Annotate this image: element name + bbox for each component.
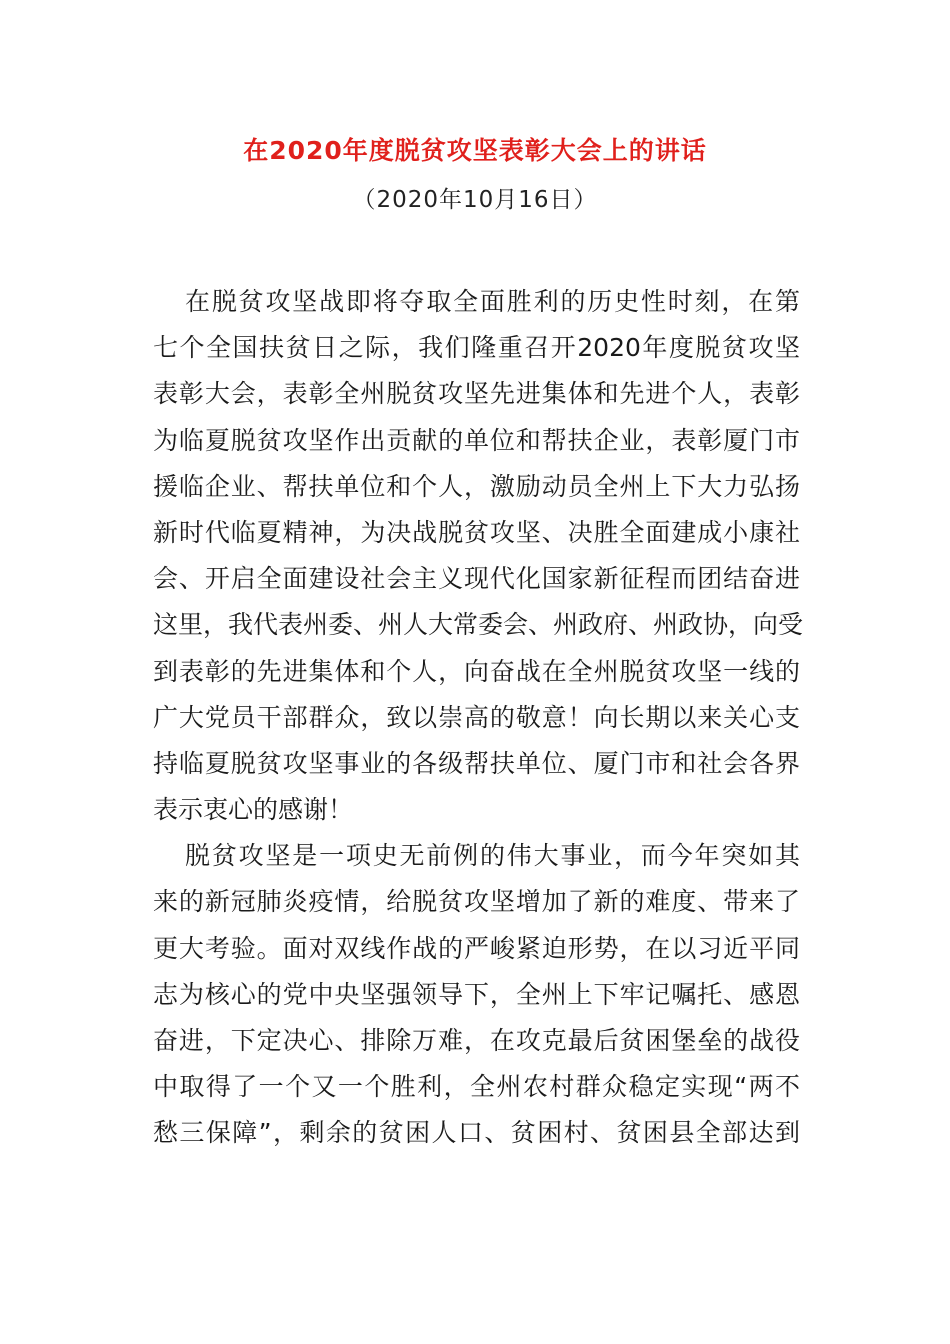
- paragraph-2-line-6: 中取得了一个又一个胜利，全州农村群众稳定实现“两不: [153, 1072, 800, 1102]
- paragraph-1-line-8: 这里，我代表州委、州人大常委会、州政府、州政协，向受: [153, 610, 804, 640]
- paragraph-2-line-5: 奋进，下定决心、排除万难，在攻克最后贫困堡垒的战役: [153, 1026, 800, 1055]
- paragraph-2-line-7: 愁三保障”，剩余的贫困人口、贫困村、贫困县全部达到: [153, 1118, 800, 1148]
- document-date: （2020年10月16日）: [352, 187, 598, 213]
- paragraph-1-line-11: 持临夏脱贫攻坚事业的各级帮扶单位、厦门市和社会各界: [153, 748, 800, 778]
- paragraph-1-line-6: 新时代临夏精神，为决战脱贫攻坚、决胜全面建成小康社: [153, 517, 800, 547]
- paragraph-1-line-2: 七个全国扶贫日之际，我们隆重召开2020年度脱贫攻坚: [153, 333, 800, 363]
- paragraph-2-line-1: 脱贫攻坚是一项史无前例的伟大事业，而今年突如其: [185, 841, 800, 871]
- paragraph-2-line-2: 来的新冠肺炎疫情，给脱贫攻坚增加了新的难度、带来了: [153, 887, 800, 917]
- document-body: [153, 279, 804, 1157]
- paragraph-1-line-9: 到表彰的先进集体和个人，向奋战在全州脱贫攻坚一线的: [153, 656, 800, 686]
- paragraph-1-line-5: 援临企业、帮扶单位和个人，激励动员全州上下大力弘扬: [153, 471, 800, 501]
- paragraph-1-line-3: 表彰大会，表彰全州脱贫攻坚先进集体和先进个人，表彰: [153, 379, 800, 409]
- document-title: 在2020年度脱贫攻坚表彰大会上的讲话: [243, 136, 707, 165]
- paragraph-1-line-10: 广大党员干部群众，致以崇高的敬意！向长期以来关心支: [153, 702, 800, 732]
- paragraph-1-line-7: 会、开启全面建设社会主义现代化国家新征程而团结奋进: [153, 564, 800, 594]
- paragraph-2-line-4: 志为核心的党中央坚强领导下，全州上下牢记嘱托、感恩: [153, 979, 800, 1009]
- paragraph-1-line-1: 在脱贫攻坚战即将夺取全面胜利的历史性时刻，在第: [185, 287, 800, 316]
- paragraph-1-line-12: 表示衷心的感谢！: [153, 795, 354, 825]
- paragraph-1-line-4: 为临夏脱贫攻坚作出贡献的单位和帮扶企业，表彰厦门市: [153, 425, 800, 455]
- paragraph-2-line-3: 更大考验。面对双线作战的严峻紧迫形势，在以习近平同: [153, 933, 800, 963]
